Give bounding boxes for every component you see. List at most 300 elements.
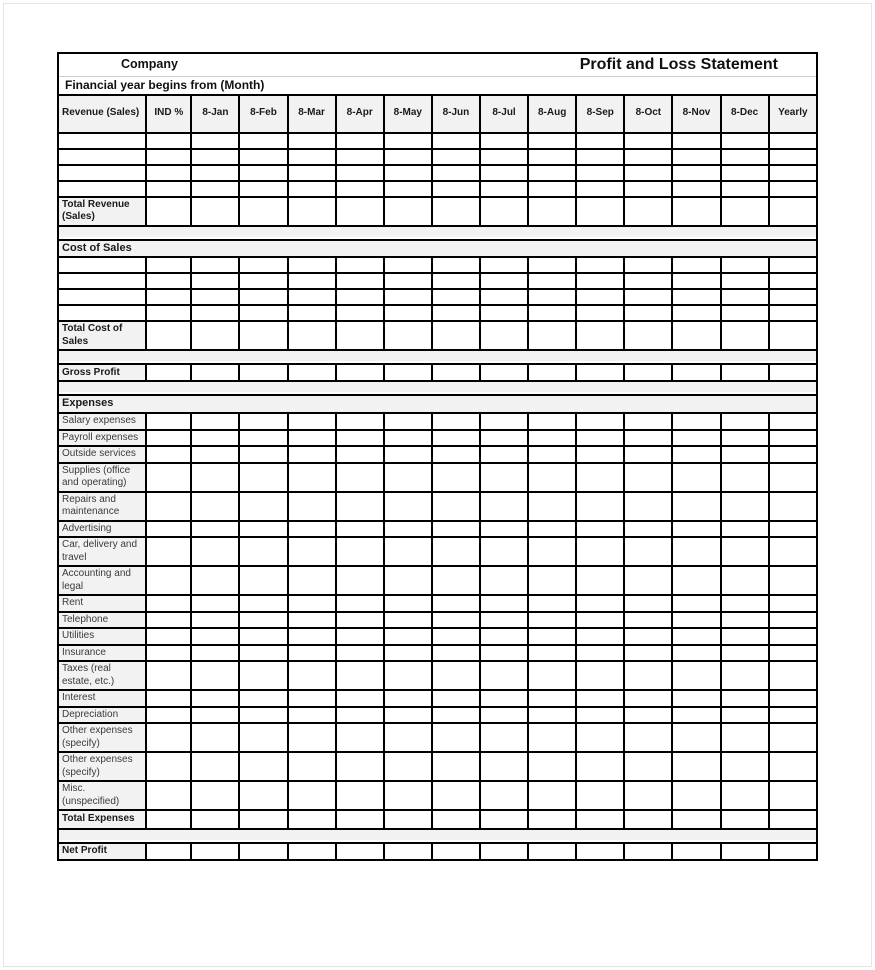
data-cell[interactable] xyxy=(576,181,624,197)
data-cell[interactable] xyxy=(480,364,528,381)
data-cell[interactable] xyxy=(432,707,480,724)
data-cell[interactable] xyxy=(146,645,191,662)
data-cell[interactable] xyxy=(624,133,672,149)
data-cell[interactable] xyxy=(288,492,336,521)
data-cell[interactable] xyxy=(624,413,672,430)
data-cell[interactable] xyxy=(146,257,191,273)
data-cell[interactable] xyxy=(769,289,817,305)
data-cell[interactable] xyxy=(191,413,239,430)
data-cell[interactable] xyxy=(721,492,769,521)
data-cell[interactable] xyxy=(672,723,720,752)
data-cell[interactable] xyxy=(384,752,432,781)
data-cell[interactable] xyxy=(672,321,720,350)
data-cell[interactable] xyxy=(336,612,384,629)
data-cell[interactable] xyxy=(239,628,287,645)
data-cell[interactable] xyxy=(191,133,239,149)
data-cell[interactable] xyxy=(480,810,528,829)
data-cell[interactable] xyxy=(721,257,769,273)
data-cell[interactable] xyxy=(432,321,480,350)
data-cell[interactable] xyxy=(146,364,191,381)
data-cell[interactable] xyxy=(146,612,191,629)
data-cell[interactable] xyxy=(721,612,769,629)
data-cell[interactable] xyxy=(769,364,817,381)
data-cell[interactable] xyxy=(432,364,480,381)
data-cell[interactable] xyxy=(336,321,384,350)
data-cell[interactable] xyxy=(769,446,817,463)
data-cell[interactable] xyxy=(769,566,817,595)
data-cell[interactable] xyxy=(480,628,528,645)
data-cell[interactable] xyxy=(480,595,528,612)
data-cell[interactable] xyxy=(721,305,769,321)
data-cell[interactable] xyxy=(336,566,384,595)
data-cell[interactable] xyxy=(576,364,624,381)
data-cell[interactable] xyxy=(480,645,528,662)
data-cell[interactable] xyxy=(432,149,480,165)
data-cell[interactable] xyxy=(528,612,576,629)
data-cell[interactable] xyxy=(288,612,336,629)
data-cell[interactable] xyxy=(576,165,624,181)
data-cell[interactable] xyxy=(146,537,191,566)
data-cell[interactable] xyxy=(721,413,769,430)
data-cell[interactable] xyxy=(672,305,720,321)
data-cell[interactable] xyxy=(769,133,817,149)
data-cell[interactable] xyxy=(384,165,432,181)
data-cell[interactable] xyxy=(384,446,432,463)
data-cell[interactable] xyxy=(624,197,672,226)
data-cell[interactable] xyxy=(288,289,336,305)
data-cell[interactable] xyxy=(239,752,287,781)
data-cell[interactable] xyxy=(672,781,720,810)
data-cell[interactable] xyxy=(384,781,432,810)
data-cell[interactable] xyxy=(480,149,528,165)
data-cell[interactable] xyxy=(384,181,432,197)
data-cell[interactable] xyxy=(239,843,287,860)
data-cell[interactable] xyxy=(576,197,624,226)
data-cell[interactable] xyxy=(721,521,769,538)
data-cell[interactable] xyxy=(721,273,769,289)
data-cell[interactable] xyxy=(239,364,287,381)
data-cell[interactable] xyxy=(528,257,576,273)
data-cell[interactable] xyxy=(146,305,191,321)
data-cell[interactable] xyxy=(721,781,769,810)
data-cell[interactable] xyxy=(721,723,769,752)
data-cell[interactable] xyxy=(288,305,336,321)
data-cell[interactable] xyxy=(769,843,817,860)
data-cell[interactable] xyxy=(146,810,191,829)
data-cell[interactable] xyxy=(624,537,672,566)
data-cell[interactable] xyxy=(576,430,624,447)
data-cell[interactable] xyxy=(288,707,336,724)
data-cell[interactable] xyxy=(432,645,480,662)
data-cell[interactable] xyxy=(576,321,624,350)
data-cell[interactable] xyxy=(480,413,528,430)
data-cell[interactable] xyxy=(239,521,287,538)
data-cell[interactable] xyxy=(384,273,432,289)
data-cell[interactable] xyxy=(672,566,720,595)
data-cell[interactable] xyxy=(721,661,769,690)
data-cell[interactable] xyxy=(480,690,528,707)
data-cell[interactable] xyxy=(239,810,287,829)
data-cell[interactable] xyxy=(672,149,720,165)
data-cell[interactable] xyxy=(624,165,672,181)
data-cell[interactable] xyxy=(336,181,384,197)
data-cell[interactable] xyxy=(288,133,336,149)
data-cell[interactable] xyxy=(769,781,817,810)
data-cell[interactable] xyxy=(624,628,672,645)
data-cell[interactable] xyxy=(239,463,287,492)
data-cell[interactable] xyxy=(239,257,287,273)
data-cell[interactable] xyxy=(191,521,239,538)
data-cell[interactable] xyxy=(528,181,576,197)
data-cell[interactable] xyxy=(288,628,336,645)
data-cell[interactable] xyxy=(239,446,287,463)
data-cell[interactable] xyxy=(528,723,576,752)
data-cell[interactable] xyxy=(191,289,239,305)
data-cell[interactable] xyxy=(480,430,528,447)
data-cell[interactable] xyxy=(146,723,191,752)
data-cell[interactable] xyxy=(191,723,239,752)
data-cell[interactable] xyxy=(624,492,672,521)
data-cell[interactable] xyxy=(384,723,432,752)
data-cell[interactable] xyxy=(624,645,672,662)
data-cell[interactable] xyxy=(239,133,287,149)
data-cell[interactable] xyxy=(721,165,769,181)
data-cell[interactable] xyxy=(384,197,432,226)
data-cell[interactable] xyxy=(146,843,191,860)
data-cell[interactable] xyxy=(288,364,336,381)
data-cell[interactable] xyxy=(721,707,769,724)
data-cell[interactable] xyxy=(146,661,191,690)
data-cell[interactable] xyxy=(146,521,191,538)
data-cell[interactable] xyxy=(769,492,817,521)
data-cell[interactable] xyxy=(239,165,287,181)
data-cell[interactable] xyxy=(288,645,336,662)
data-cell[interactable] xyxy=(721,364,769,381)
data-cell[interactable] xyxy=(288,810,336,829)
data-cell[interactable] xyxy=(672,165,720,181)
data-cell[interactable] xyxy=(239,707,287,724)
data-cell[interactable] xyxy=(336,781,384,810)
data-cell[interactable] xyxy=(191,492,239,521)
data-cell[interactable] xyxy=(336,430,384,447)
data-cell[interactable] xyxy=(480,752,528,781)
data-cell[interactable] xyxy=(146,781,191,810)
data-cell[interactable] xyxy=(288,181,336,197)
data-cell[interactable] xyxy=(191,305,239,321)
data-cell[interactable] xyxy=(146,690,191,707)
data-cell[interactable] xyxy=(769,430,817,447)
data-cell[interactable] xyxy=(146,321,191,350)
data-cell[interactable] xyxy=(769,463,817,492)
data-cell[interactable] xyxy=(672,413,720,430)
data-cell[interactable] xyxy=(528,364,576,381)
data-cell[interactable] xyxy=(624,289,672,305)
data-cell[interactable] xyxy=(146,413,191,430)
data-cell[interactable] xyxy=(146,463,191,492)
data-cell[interactable] xyxy=(576,752,624,781)
data-cell[interactable] xyxy=(576,628,624,645)
data-cell[interactable] xyxy=(480,257,528,273)
data-cell[interactable] xyxy=(336,364,384,381)
data-cell[interactable] xyxy=(672,364,720,381)
data-cell[interactable] xyxy=(528,661,576,690)
data-cell[interactable] xyxy=(624,690,672,707)
data-cell[interactable] xyxy=(432,446,480,463)
data-cell[interactable] xyxy=(624,257,672,273)
data-cell[interactable] xyxy=(480,843,528,860)
data-cell[interactable] xyxy=(624,723,672,752)
data-cell[interactable] xyxy=(191,321,239,350)
data-cell[interactable] xyxy=(672,430,720,447)
data-cell[interactable] xyxy=(288,413,336,430)
data-cell[interactable] xyxy=(239,537,287,566)
data-cell[interactable] xyxy=(432,463,480,492)
data-cell[interactable] xyxy=(721,133,769,149)
data-cell[interactable] xyxy=(721,446,769,463)
data-cell[interactable] xyxy=(624,364,672,381)
data-cell[interactable] xyxy=(288,723,336,752)
data-cell[interactable] xyxy=(432,181,480,197)
data-cell[interactable] xyxy=(528,752,576,781)
data-cell[interactable] xyxy=(721,690,769,707)
data-cell[interactable] xyxy=(384,257,432,273)
data-cell[interactable] xyxy=(769,181,817,197)
data-cell[interactable] xyxy=(336,305,384,321)
data-cell[interactable] xyxy=(528,430,576,447)
data-cell[interactable] xyxy=(146,752,191,781)
data-cell[interactable] xyxy=(191,645,239,662)
data-cell[interactable] xyxy=(576,305,624,321)
data-cell[interactable] xyxy=(239,273,287,289)
data-cell[interactable] xyxy=(480,321,528,350)
data-cell[interactable] xyxy=(576,690,624,707)
data-cell[interactable] xyxy=(191,273,239,289)
data-cell[interactable] xyxy=(576,537,624,566)
data-cell[interactable] xyxy=(769,537,817,566)
data-cell[interactable] xyxy=(576,273,624,289)
data-cell[interactable] xyxy=(480,273,528,289)
data-cell[interactable] xyxy=(721,149,769,165)
data-cell[interactable] xyxy=(191,707,239,724)
data-cell[interactable] xyxy=(288,273,336,289)
data-cell[interactable] xyxy=(432,628,480,645)
data-cell[interactable] xyxy=(191,752,239,781)
data-cell[interactable] xyxy=(239,321,287,350)
data-cell[interactable] xyxy=(528,197,576,226)
data-cell[interactable] xyxy=(288,566,336,595)
data-cell[interactable] xyxy=(146,289,191,305)
data-cell[interactable] xyxy=(672,645,720,662)
data-cell[interactable] xyxy=(288,595,336,612)
data-cell[interactable] xyxy=(576,566,624,595)
data-cell[interactable] xyxy=(191,165,239,181)
data-cell[interactable] xyxy=(721,810,769,829)
data-cell[interactable] xyxy=(721,628,769,645)
data-cell[interactable] xyxy=(146,430,191,447)
data-cell[interactable] xyxy=(721,321,769,350)
data-cell[interactable] xyxy=(624,181,672,197)
data-cell[interactable] xyxy=(480,181,528,197)
data-cell[interactable] xyxy=(384,430,432,447)
data-cell[interactable] xyxy=(239,690,287,707)
data-cell[interactable] xyxy=(432,690,480,707)
data-cell[interactable] xyxy=(191,149,239,165)
data-cell[interactable] xyxy=(769,810,817,829)
data-cell[interactable] xyxy=(769,521,817,538)
data-cell[interactable] xyxy=(721,181,769,197)
data-cell[interactable] xyxy=(672,612,720,629)
data-cell[interactable] xyxy=(146,181,191,197)
data-cell[interactable] xyxy=(191,690,239,707)
data-cell[interactable] xyxy=(336,723,384,752)
data-cell[interactable] xyxy=(288,781,336,810)
data-cell[interactable] xyxy=(432,810,480,829)
data-cell[interactable] xyxy=(336,133,384,149)
data-cell[interactable] xyxy=(624,463,672,492)
data-cell[interactable] xyxy=(672,133,720,149)
data-cell[interactable] xyxy=(769,273,817,289)
data-cell[interactable] xyxy=(576,723,624,752)
data-cell[interactable] xyxy=(288,690,336,707)
data-cell[interactable] xyxy=(576,257,624,273)
data-cell[interactable] xyxy=(239,723,287,752)
data-cell[interactable] xyxy=(480,612,528,629)
data-cell[interactable] xyxy=(721,566,769,595)
data-cell[interactable] xyxy=(384,612,432,629)
data-cell[interactable] xyxy=(624,661,672,690)
data-cell[interactable] xyxy=(384,305,432,321)
data-cell[interactable] xyxy=(721,843,769,860)
data-cell[interactable] xyxy=(528,289,576,305)
data-cell[interactable] xyxy=(432,566,480,595)
data-cell[interactable] xyxy=(146,149,191,165)
data-cell[interactable] xyxy=(480,492,528,521)
data-cell[interactable] xyxy=(146,273,191,289)
data-cell[interactable] xyxy=(288,661,336,690)
data-cell[interactable] xyxy=(480,707,528,724)
data-cell[interactable] xyxy=(480,566,528,595)
data-cell[interactable] xyxy=(146,165,191,181)
data-cell[interactable] xyxy=(336,645,384,662)
data-cell[interactable] xyxy=(191,197,239,226)
data-cell[interactable] xyxy=(191,446,239,463)
data-cell[interactable] xyxy=(336,521,384,538)
data-cell[interactable] xyxy=(721,463,769,492)
data-cell[interactable] xyxy=(672,752,720,781)
data-cell[interactable] xyxy=(672,521,720,538)
data-cell[interactable] xyxy=(191,843,239,860)
data-cell[interactable] xyxy=(336,273,384,289)
data-cell[interactable] xyxy=(769,723,817,752)
data-cell[interactable] xyxy=(721,197,769,226)
data-cell[interactable] xyxy=(336,165,384,181)
data-cell[interactable] xyxy=(432,430,480,447)
data-cell[interactable] xyxy=(384,133,432,149)
data-cell[interactable] xyxy=(576,843,624,860)
data-cell[interactable] xyxy=(191,537,239,566)
data-cell[interactable] xyxy=(288,752,336,781)
data-cell[interactable] xyxy=(528,413,576,430)
data-cell[interactable] xyxy=(576,521,624,538)
data-cell[interactable] xyxy=(288,430,336,447)
cost-item-name-cell[interactable] xyxy=(58,305,146,321)
data-cell[interactable] xyxy=(288,165,336,181)
data-cell[interactable] xyxy=(672,446,720,463)
data-cell[interactable] xyxy=(769,165,817,181)
data-cell[interactable] xyxy=(528,446,576,463)
data-cell[interactable] xyxy=(432,661,480,690)
data-cell[interactable] xyxy=(624,273,672,289)
data-cell[interactable] xyxy=(769,321,817,350)
data-cell[interactable] xyxy=(239,492,287,521)
data-cell[interactable] xyxy=(191,566,239,595)
data-cell[interactable] xyxy=(576,133,624,149)
data-cell[interactable] xyxy=(384,364,432,381)
data-cell[interactable] xyxy=(384,645,432,662)
data-cell[interactable] xyxy=(480,197,528,226)
data-cell[interactable] xyxy=(480,446,528,463)
revenue-item-name-cell[interactable] xyxy=(58,133,146,149)
data-cell[interactable] xyxy=(384,690,432,707)
data-cell[interactable] xyxy=(672,628,720,645)
data-cell[interactable] xyxy=(672,257,720,273)
data-cell[interactable] xyxy=(432,521,480,538)
data-cell[interactable] xyxy=(576,463,624,492)
data-cell[interactable] xyxy=(528,305,576,321)
data-cell[interactable] xyxy=(721,595,769,612)
data-cell[interactable] xyxy=(528,781,576,810)
data-cell[interactable] xyxy=(480,133,528,149)
data-cell[interactable] xyxy=(576,707,624,724)
data-cell[interactable] xyxy=(624,321,672,350)
data-cell[interactable] xyxy=(191,781,239,810)
data-cell[interactable] xyxy=(384,707,432,724)
data-cell[interactable] xyxy=(528,492,576,521)
cost-item-name-cell[interactable] xyxy=(58,289,146,305)
data-cell[interactable] xyxy=(336,628,384,645)
data-cell[interactable] xyxy=(480,305,528,321)
data-cell[interactable] xyxy=(624,521,672,538)
data-cell[interactable] xyxy=(239,566,287,595)
data-cell[interactable] xyxy=(672,707,720,724)
data-cell[interactable] xyxy=(624,149,672,165)
data-cell[interactable] xyxy=(191,257,239,273)
data-cell[interactable] xyxy=(672,537,720,566)
data-cell[interactable] xyxy=(239,612,287,629)
data-cell[interactable] xyxy=(672,810,720,829)
data-cell[interactable] xyxy=(336,289,384,305)
data-cell[interactable] xyxy=(336,595,384,612)
data-cell[interactable] xyxy=(191,810,239,829)
data-cell[interactable] xyxy=(528,843,576,860)
data-cell[interactable] xyxy=(384,492,432,521)
data-cell[interactable] xyxy=(480,537,528,566)
data-cell[interactable] xyxy=(528,690,576,707)
data-cell[interactable] xyxy=(191,661,239,690)
data-cell[interactable] xyxy=(624,595,672,612)
data-cell[interactable] xyxy=(432,197,480,226)
data-cell[interactable] xyxy=(432,133,480,149)
data-cell[interactable] xyxy=(528,149,576,165)
data-cell[interactable] xyxy=(624,305,672,321)
data-cell[interactable] xyxy=(432,537,480,566)
data-cell[interactable] xyxy=(432,273,480,289)
data-cell[interactable] xyxy=(528,133,576,149)
data-cell[interactable] xyxy=(576,492,624,521)
revenue-item-name-cell[interactable] xyxy=(58,149,146,165)
data-cell[interactable] xyxy=(336,661,384,690)
data-cell[interactable] xyxy=(576,781,624,810)
